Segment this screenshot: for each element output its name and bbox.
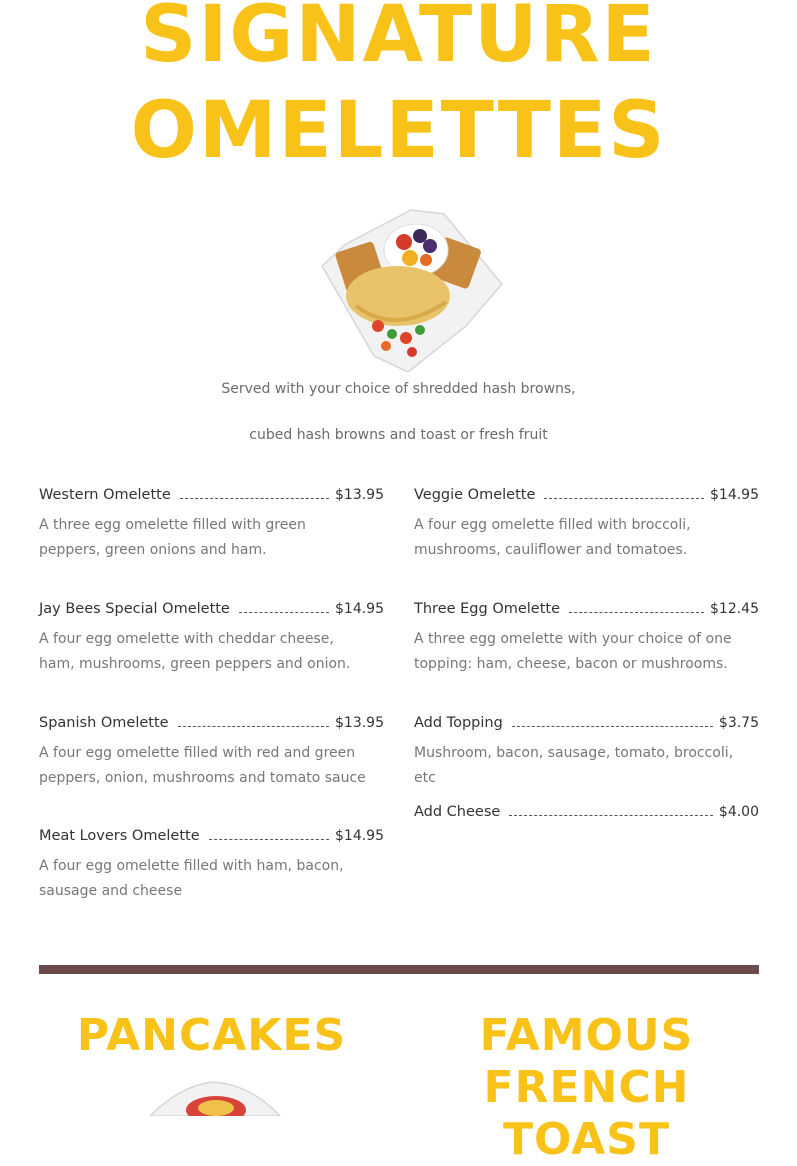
item-description: A three egg omelette with your choice of one topping: ham, cheese, bacon or mushrooms.	[414, 631, 732, 672]
dotted-leader	[180, 497, 329, 499]
pancakes-plate-image	[140, 1078, 290, 1116]
menu-item	[414, 798, 759, 820]
dotted-leader	[512, 725, 713, 727]
item-price: $14.95	[335, 828, 384, 844]
dotted-leader	[544, 497, 704, 499]
item-description: A four egg omelette filled with broccoli, mushrooms, cauliflower and tomatoes.	[414, 517, 691, 558]
item-description: A four egg omelette filled with ham, bacon, sausage and cheese	[39, 858, 344, 899]
item-name: Veggie Omelette	[414, 487, 536, 503]
item-name: Add Cheese	[414, 804, 501, 820]
dotted-leader	[239, 611, 329, 613]
item-name: Western Omelette	[39, 487, 171, 503]
item-price: $14.95	[335, 601, 384, 617]
menu-item	[39, 595, 384, 677]
item-description: A four egg omelette filled with red and green peppers, onion, mushrooms and tomato sauce	[39, 745, 366, 786]
menu-item	[39, 709, 384, 791]
item-price: $13.95	[335, 715, 384, 731]
item-price: $4.00	[718, 804, 759, 820]
item-description: A three egg omelette filled with green peppers, green onions and ham.	[39, 517, 306, 558]
item-price: $3.75	[718, 715, 759, 731]
french-toast-heading-line2: FRENCH TOAST	[483, 1062, 690, 1165]
french-toast-heading-line1: FAMOUS	[479, 1010, 694, 1061]
dotted-leader	[209, 838, 329, 840]
menu-item	[414, 481, 759, 563]
item-price: $12.45	[710, 601, 759, 617]
item-name: Three Egg Omelette	[414, 601, 561, 617]
dotted-leader	[178, 725, 329, 727]
served-with-line2: cubed hash browns and toast or fresh fruit	[249, 427, 548, 443]
pancakes-heading: PANCAKES	[76, 1010, 347, 1061]
served-with-line1: Served with your choice of shredded hash browns,	[221, 381, 576, 397]
item-name: Meat Lovers Omelette	[39, 828, 200, 844]
item-name: Jay Bees Special Omelette	[39, 601, 230, 617]
item-name: Spanish Omelette	[39, 715, 169, 731]
dotted-leader	[569, 611, 704, 613]
menu-item	[414, 709, 759, 791]
item-description: A four egg omelette with cheddar cheese, ham, mushrooms, green peppers and onion.	[39, 631, 351, 672]
section-divider	[39, 965, 759, 974]
menu-title-line2: OMELETTES	[130, 86, 667, 176]
menu-item	[414, 595, 759, 677]
menu-item	[39, 822, 384, 904]
item-name: Add Topping	[414, 715, 503, 731]
dotted-leader	[509, 814, 713, 816]
item-price: $14.95	[710, 487, 759, 503]
item-description: Mushroom, bacon, sausage, tomato, broccoli, etc	[414, 745, 734, 786]
menu-item	[39, 481, 384, 563]
menu-title-line1: SIGNATURE	[140, 0, 657, 80]
item-price: $13.95	[335, 487, 384, 503]
omelette-plate-image	[316, 206, 506, 372]
